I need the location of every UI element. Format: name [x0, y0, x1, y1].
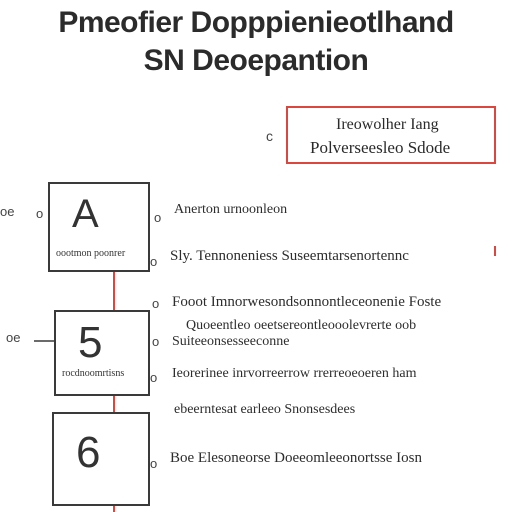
- component-block-6: [52, 412, 150, 506]
- legend-line-1: Ireowolher Iang: [336, 116, 439, 133]
- terminal-mark-5-bottom: o: [150, 370, 158, 385]
- block-6-glyph: 6: [76, 428, 101, 477]
- diagram-title-line1: Pmeofier Dopppienieotlhand: [58, 6, 454, 39]
- block-5-glyph: 5: [78, 318, 103, 367]
- terminal-mark-a-left: o: [36, 206, 44, 221]
- terminal-mark-6-right: o: [150, 456, 158, 471]
- block-a-glyph: A: [72, 192, 99, 236]
- block-5-caption: rocdnoomrtisns: [62, 368, 125, 379]
- terminal-mark-a-bottom: o: [150, 254, 158, 269]
- terminal-mark-5-top: o: [152, 296, 160, 311]
- note-4: Quoeentleo oeetsereontleooolevrerte oob: [186, 318, 417, 333]
- component-block-a: [48, 182, 150, 272]
- legend-line-2: Polverseesleo Sdode: [310, 138, 451, 157]
- left-label-a: oe: [0, 204, 15, 219]
- diagram-title-line2: SN Deoepantion: [143, 44, 369, 77]
- left-label-5: oe: [6, 330, 21, 345]
- terminal-mark-5-right: o: [152, 334, 160, 349]
- terminal-mark-a-right: o: [154, 210, 162, 225]
- note-8: Boe Elesoneorse Doeeomleeonortsse Iosn: [170, 450, 423, 466]
- note-2: Sly. Tennoneniess Suseemtarsenortennc: [170, 248, 409, 264]
- note-5: Suiteeonsesseeconne: [172, 334, 290, 349]
- note-3: Fooot Imnorwesondsonnontleceonenie Foste: [172, 294, 442, 310]
- note-6: Ieorerinee inrvorreerrow rrerreoeoeren ham: [172, 366, 417, 381]
- component-block-5: [54, 310, 150, 396]
- note-7: ebeerntesat earleeo Snonsesdees: [174, 402, 356, 417]
- legend-pointer-mark: c: [266, 128, 273, 144]
- note-1: Anerton urnoonleon: [174, 202, 288, 217]
- block-a-caption: oootmon poonrer: [56, 248, 126, 259]
